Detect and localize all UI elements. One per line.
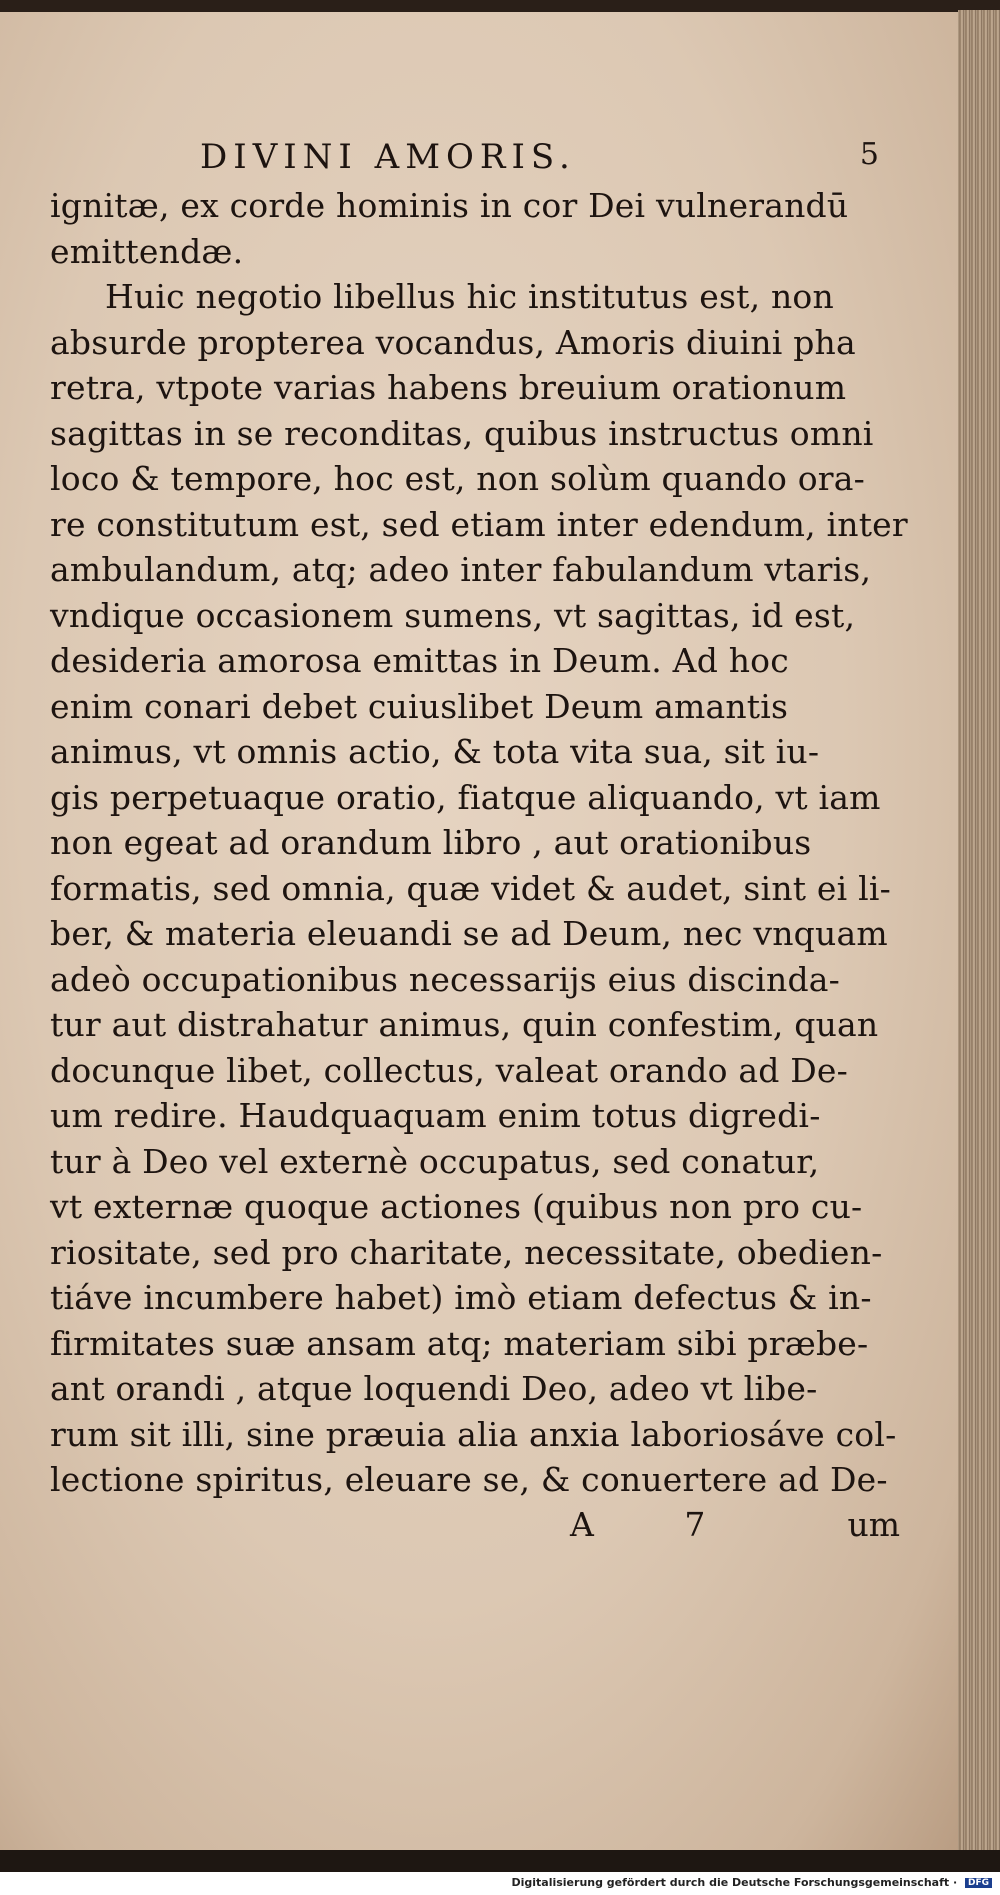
text-line: rum sit illi, sine præuia alia anxia laboriosáve col- (50, 1414, 897, 1454)
funding-credit (511, 1876, 992, 1889)
text-line: emittendæ. (50, 231, 244, 271)
text-line: animus, vt omnis actio, & tota vita sua, sit iu- (50, 732, 820, 771)
text-line: um redire. Haudquaquam enim totus digredi- (50, 1096, 821, 1135)
page-edges (958, 10, 1000, 1852)
text-line: desideria amorosa emittas in Deum. Ad hoc (50, 641, 789, 680)
running-head (50, 137, 935, 183)
text-line: adeò occupationibus necessarijs eius discinda- (50, 959, 841, 999)
text-line: tiáve incumbere habet) imò etiam defectus & in- (50, 1278, 872, 1317)
page-number: 5 (859, 137, 885, 172)
text-line: loco & tempore, hoc est, non solùm quando ora- (50, 459, 865, 498)
text-line: ignitæ, ex corde hominis in cor Dei vulnerandū (50, 186, 849, 225)
text-line: firmitates suæ ansam atq; materiam sibi præbe- (50, 1323, 869, 1363)
text-line: absurde propterea vocandus, Amoris diuini pha (50, 322, 856, 362)
text-line: docunque libet, collectus, valeat orando ad De- (50, 1050, 848, 1090)
footer-strip (0, 1872, 1000, 1895)
text-line: sagittas in se reconditas, quibus instructus omni (50, 413, 874, 453)
text-line: tur à Deo vel externè occupatus, sed conatur, (50, 1141, 820, 1181)
dfg-logo: DFG (965, 1878, 992, 1888)
text-line: tur aut distrahatur animus, quin confestim, quan (50, 1005, 879, 1044)
text-line: gis perpetuaque oratio, fiatque aliquando, vt iam (50, 777, 881, 817)
text-line: re constitutum est, sed etiam inter edendum, inter (50, 504, 908, 544)
text-line: retra, vtpote varias habens breuium orationum (50, 368, 847, 407)
credit-text: Digitalisierung gefördert durch die Deutsche Forschungsgemeinschaft · (511, 1876, 958, 1889)
signature-line (50, 1505, 935, 1551)
text-line: ant orandi , atque loquendi Deo, adeo vt libe- (50, 1369, 818, 1408)
text-line: Huic negotio libellus hic institutus est, non (105, 277, 834, 316)
book-page (0, 12, 960, 1850)
text-line: ambulandum, atq; adeo inter fabulandum vtaris, (50, 550, 872, 589)
text-block (50, 137, 935, 1551)
text-line: lectione spiritus, eleuare se, & conuertere ad De- (50, 1460, 888, 1499)
text-line: formatis, sed omnia, quæ videt & audet, sint ei li- (50, 868, 891, 908)
signature-mark: A 7 (570, 1504, 746, 1544)
text-line: vndique occasionem sumens, vt sagittas, id est, (50, 595, 856, 635)
running-title: DIVINI AMORIS. (200, 137, 576, 177)
text-line: non egeat ad orandum libro , aut orationibus (50, 823, 812, 862)
text-line: enim conari debet cuiuslibet Deum amantis (50, 686, 789, 726)
text-line: vt externæ quoque actiones (quibus non pro cu- (50, 1187, 863, 1226)
text-line: ber, & materia eleuandi se ad Deum, nec vnquam (50, 914, 888, 953)
text-line: riositate, sed pro charitate, necessitate, obedien- (50, 1232, 883, 1272)
bottom-shadow (0, 1850, 1000, 1872)
catchword: um (847, 1504, 900, 1544)
